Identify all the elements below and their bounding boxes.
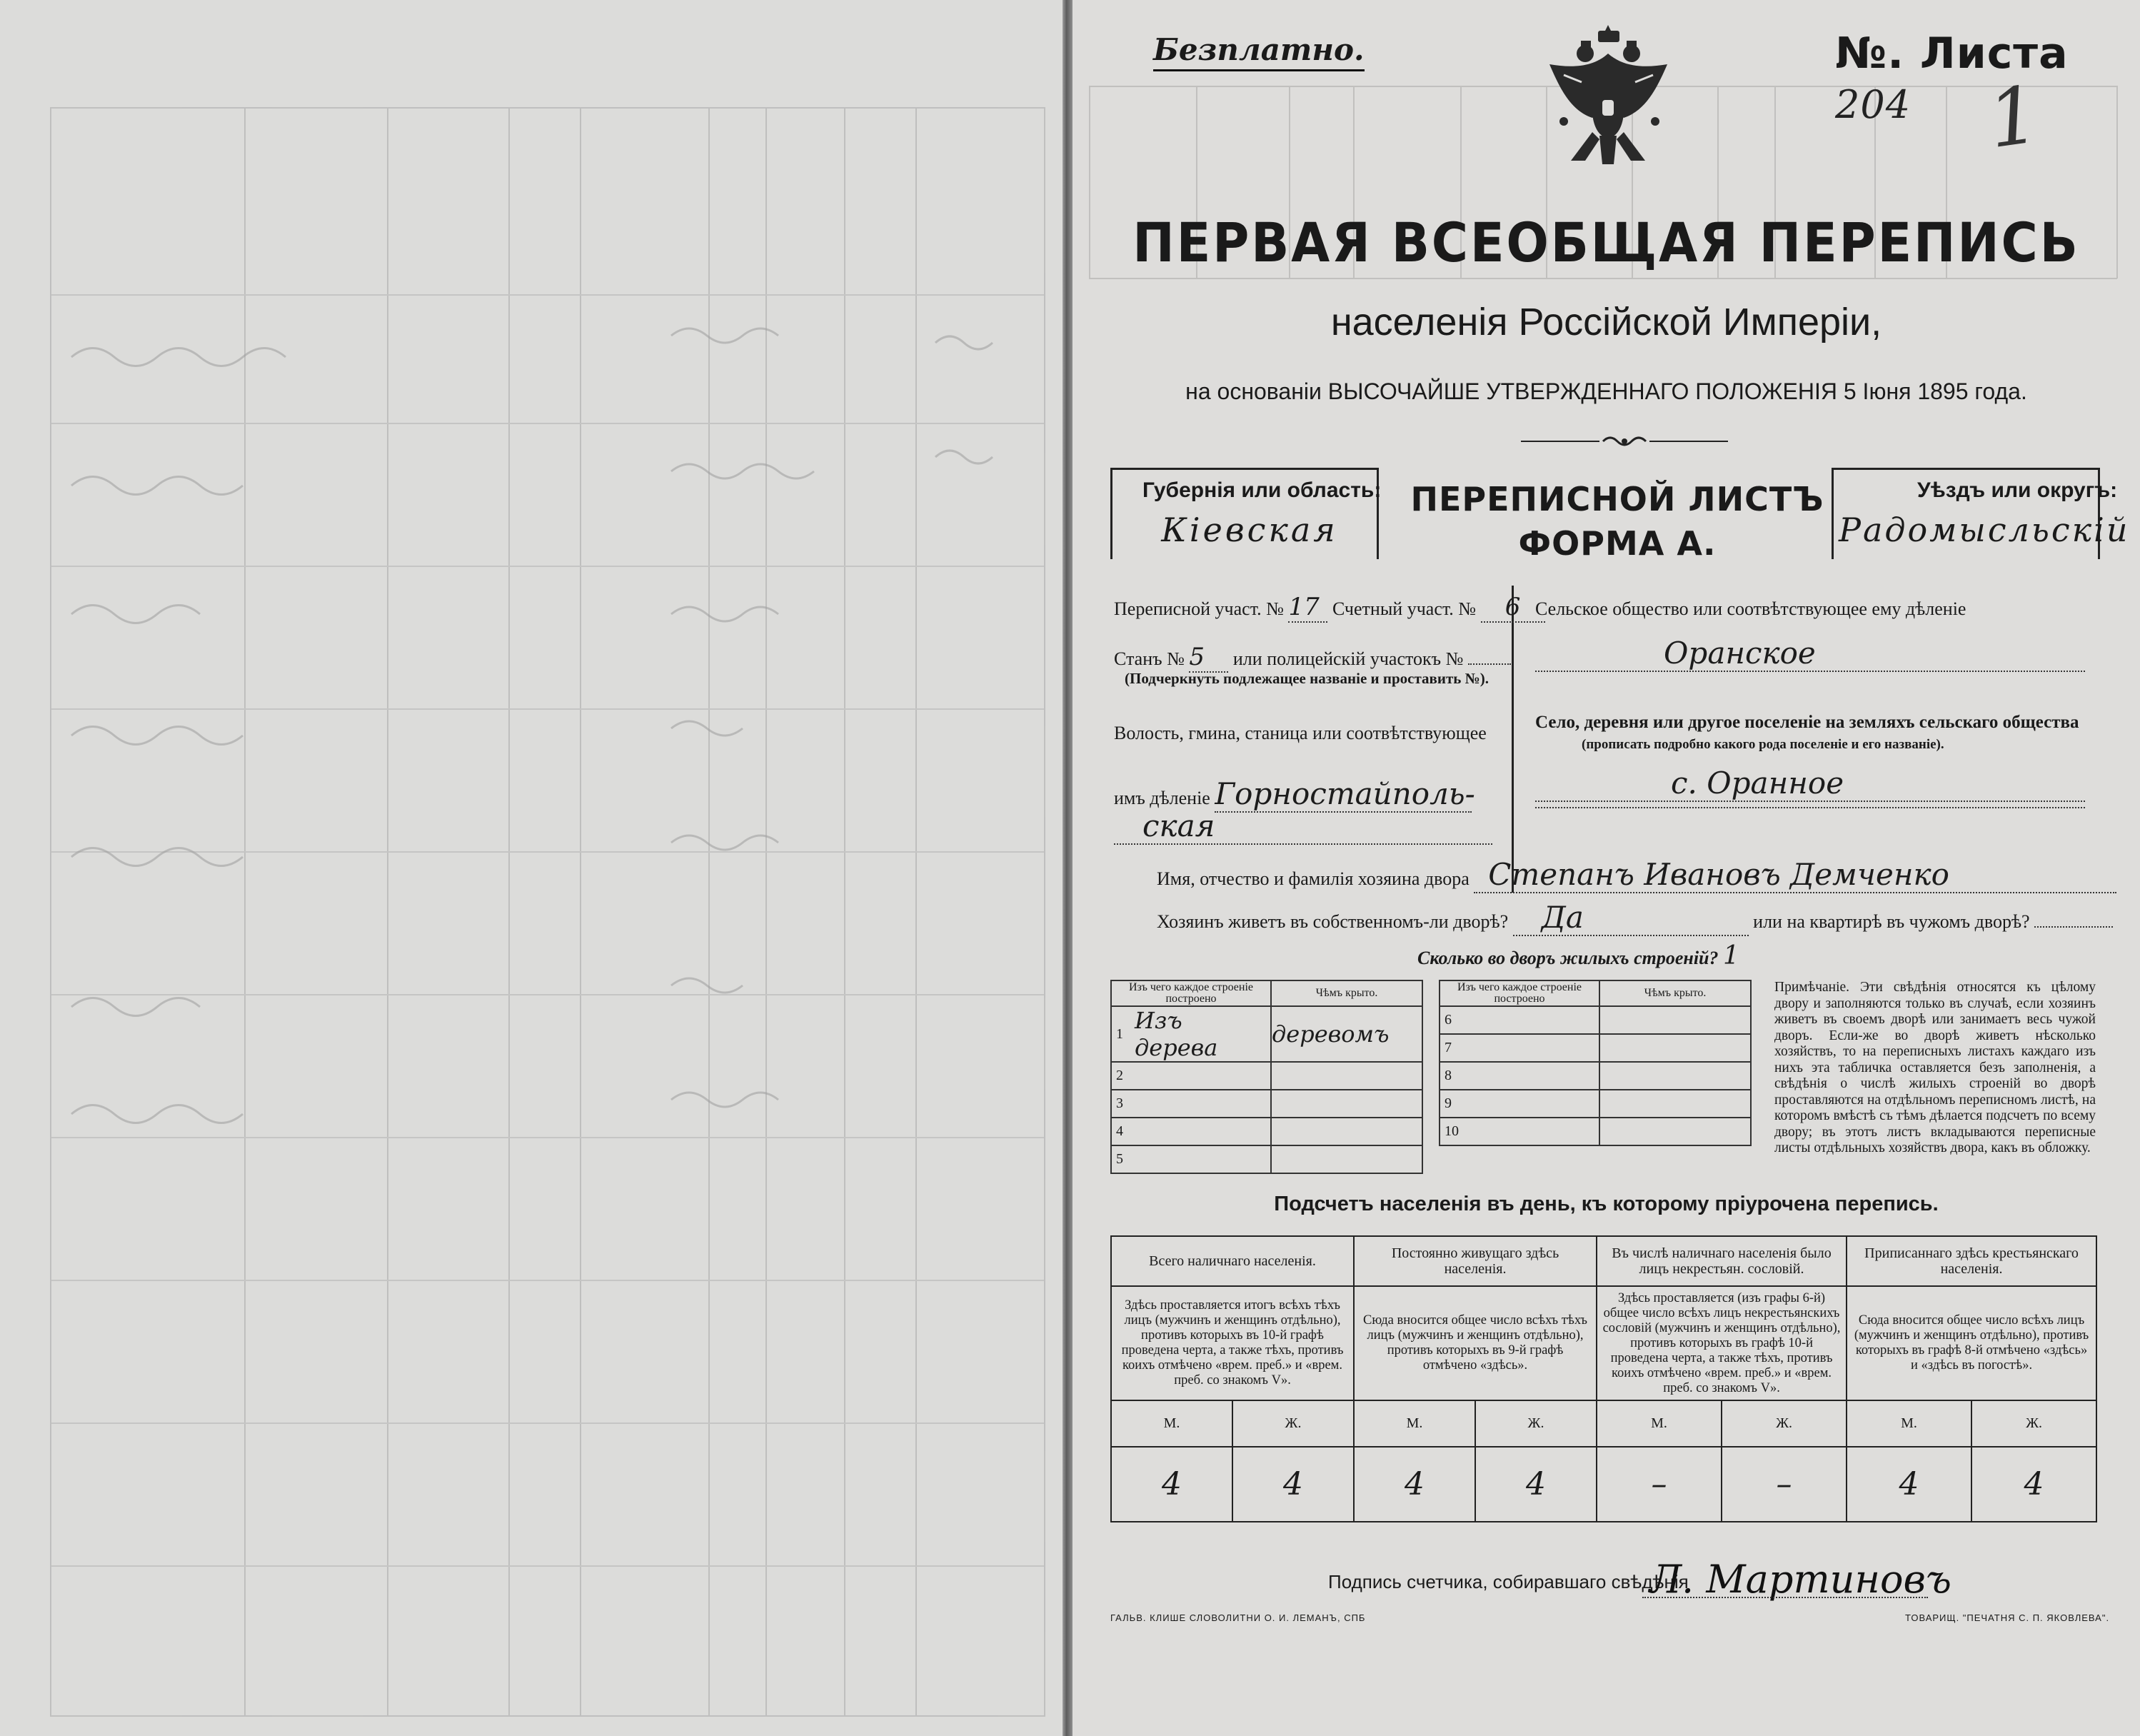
count-desc-registered: Сюда вносится общее число всѣхъ лицъ (мужчинъ и женщинъ отдѣльно), противъ которыхъ въ графѣ 8-й отмѣчено «здѣсь» и «здѣсь въ погостѣ». <box>1847 1286 2096 1400</box>
male-label: М. <box>1111 1400 1232 1447</box>
male-label: М. <box>1597 1400 1722 1447</box>
female-label: Ж. <box>1232 1400 1354 1447</box>
own-yard-row <box>1157 900 2113 936</box>
table-row <box>1440 1090 1751 1118</box>
counting-district-label: Счетный участ. № <box>1332 598 1477 619</box>
signature-label: Подпись счетчика, собиравшаго свѣдѣнія <box>1328 1571 1689 1592</box>
row-number: 3 <box>1111 1090 1135 1118</box>
col-material-header: Изъ чего каждое строеніе построено <box>1111 980 1271 1006</box>
buildings-table-left <box>1110 980 1423 1174</box>
count-header-non-peasant: Въ числѣ наличнаго населенія было лицъ некрестьян. сословій. <box>1597 1236 1847 1286</box>
female-label: Ж. <box>1971 1400 2096 1447</box>
imperial-eagle-emblem <box>1542 25 1674 179</box>
count-header-permanent: Постоянно живущаго здѣсь населенія. <box>1354 1236 1597 1286</box>
printer-imprint-left: ГАЛЬВ. КЛИШЕ СЛОВОЛИТНИ О. И. ЛЕМАНЪ, СПБ <box>1110 1612 1366 1623</box>
counting-district-value: 6 <box>1481 593 1545 623</box>
village-label: Село, деревня или другое поселеніе на земляхъ сельскаго общества <box>1535 713 2079 732</box>
form-title-line-1: ПЕРЕПИСНОЙ ЛИСТЪ <box>1410 480 1824 518</box>
building-roof <box>1271 1090 1422 1118</box>
society-value: Оранское <box>1535 636 2085 672</box>
building-material <box>1463 1118 1599 1145</box>
building-material <box>1135 1118 1271 1145</box>
row-number: 5 <box>1111 1145 1135 1173</box>
table-row <box>1111 1145 1422 1173</box>
signature-value: Л. Мартиновъ <box>1649 1557 1951 1602</box>
document-title: ПЕРВАЯ ВСЕОБЩАЯ ПЕРЕПИСЬ <box>1132 211 2080 274</box>
volost-value-2: ская <box>1114 808 1492 845</box>
count-title: Подсчетъ населенія въ день, къ которому пріурочена перепись. <box>1274 1193 1939 1215</box>
volost-row-2 <box>1114 808 1492 845</box>
building-material <box>1135 1090 1271 1118</box>
row-number: 7 <box>1440 1034 1463 1062</box>
buildings-value: 1 <box>1723 941 1739 970</box>
table-row <box>1440 1006 1751 1034</box>
permanent-female: 4 <box>1475 1447 1597 1522</box>
building-material <box>1135 1062 1271 1090</box>
row-number: 8 <box>1440 1062 1463 1090</box>
sheet-number-label: №. Листа <box>1835 29 2069 79</box>
free-label: Безплатно. <box>1153 32 1365 67</box>
building-roof <box>1271 1145 1422 1173</box>
village-value: с. Оранное <box>1535 766 2085 802</box>
owner-row <box>1157 857 2116 893</box>
table-row <box>1440 1034 1751 1062</box>
table-row <box>1111 1118 1422 1145</box>
form-title <box>1375 477 1860 566</box>
table-row <box>1111 1062 1422 1090</box>
table-row <box>1440 1062 1751 1090</box>
owner-label: Имя, отчество и фамилія хозяина двора <box>1157 868 1470 889</box>
total-female: 4 <box>1232 1447 1354 1522</box>
census-district-value: 17 <box>1288 593 1327 623</box>
grid-line <box>51 1565 1044 1567</box>
female-label: Ж. <box>1722 1400 1847 1447</box>
margin-mark: 1 <box>1982 68 2045 166</box>
row-number: 1 <box>1111 1006 1135 1062</box>
building-material <box>1135 1145 1271 1173</box>
stan-row <box>1114 643 1511 673</box>
table-row <box>1111 1006 1422 1062</box>
female-label: Ж. <box>1475 1400 1597 1447</box>
registered-female: 4 <box>1971 1447 2096 1522</box>
building-material <box>1463 1062 1599 1090</box>
census-district-label: Переписной участ. № <box>1114 598 1284 619</box>
own-yard-value: Да <box>1513 900 1749 936</box>
building-roof <box>1271 1118 1422 1145</box>
buildings-table-right <box>1439 980 1752 1146</box>
building-material <box>1463 1006 1599 1034</box>
total-male: 4 <box>1111 1447 1232 1522</box>
row-number: 6 <box>1440 1006 1463 1034</box>
table-row <box>1111 1090 1422 1118</box>
buildings-row <box>1417 941 1739 970</box>
village-row <box>1535 766 2085 802</box>
gubernia-label: Губернія или область: <box>1142 478 1382 502</box>
row-number: 10 <box>1440 1118 1463 1145</box>
building-material <box>1463 1090 1599 1118</box>
page-fold <box>1063 0 1072 1736</box>
society-row <box>1535 636 2085 672</box>
underline-note: (Подчеркнуть подлежащее названіе и проставить №). <box>1125 670 1489 687</box>
society-label: Сельское общество или соотвѣтствующее ему дѣленіе <box>1535 598 1966 619</box>
printer-imprint-right: ТОВАРИЩ. "ПЕЧАТНЯ С. П. ЯКОВЛЕВА". <box>1905 1612 2110 1623</box>
row-number: 4 <box>1111 1118 1135 1145</box>
document-subtitle: населенія Россійской Имперіи, <box>1330 301 1882 343</box>
non-peasant-male: – <box>1597 1447 1722 1522</box>
volost-value-1: Горностайполь- <box>1215 776 1475 811</box>
own-yard-label: Хозяинъ живетъ въ собственномъ-ли дворѣ? <box>1157 911 1509 932</box>
signature-line <box>1642 1597 1928 1598</box>
row-number: 2 <box>1111 1062 1135 1090</box>
count-header-total: Всего наличнаго населенія. <box>1111 1236 1354 1286</box>
permanent-male: 4 <box>1354 1447 1475 1522</box>
count-desc-non-peasant: Здѣсь проставляется (изъ графы 6-й) общее число всѣхъ лицъ некрестьянскихъ сословій (мужчинъ и женщинъ отдѣльно), противъ которыхъ въ графѣ 10-й проведена черта, а также тѣхъ, противъ коихъ отмѣчено «врем. преб.» и «врем. преб. со знакомъ V». <box>1597 1286 1847 1400</box>
left-page <box>0 0 1068 1736</box>
rent-value <box>2034 926 2113 928</box>
count-header-registered: Приписаннаго здѣсь крестьянскаго населенія. <box>1847 1236 2096 1286</box>
owner-value: Степанъ Ивановъ Демченко <box>1474 857 2116 893</box>
form-divider <box>1512 586 1514 893</box>
volost-row <box>1114 776 1475 813</box>
stan-label: Станъ № <box>1114 648 1185 669</box>
district-row <box>1114 593 1545 623</box>
building-roof <box>1599 1118 1751 1145</box>
building-roof <box>1599 1034 1751 1062</box>
table-row <box>1440 1118 1751 1145</box>
row-number: 9 <box>1440 1090 1463 1118</box>
male-label: М. <box>1354 1400 1475 1447</box>
village-note: (прописать подробно какого рода поселеніе и его названіе). <box>1582 737 1944 752</box>
ornament-divider <box>1521 433 1728 450</box>
police-label: или полицейскій участокъ № <box>1232 648 1464 669</box>
footnote: Примѣчаніе. Эти свѣдѣнія относятся къ цѣлому двору и заполняются только въ случаѣ, если хозяинъ живетъ въ своемъ дворѣ или занимаетъ весь чужой дворъ. Если-же во дворѣ живетъ нѣсколько хозяйствъ, то на переписныхъ листахъ каждаго изъ нихъ эта табличка оставляется безъ заполненія, а свѣдѣнія о числѣ жилыхъ строеній во дворѣ проставляются на отдѣльномъ переписномъ листѣ, на которомъ вмѣстѣ съ тѣмъ дѣлается подсчетъ по всему двору; въ этотъ листъ вкладываются переписные листы отдѣльныхъ хозяйствъ двора, какъ въ обложку. <box>1774 980 2096 1155</box>
rent-label: или на квартирѣ въ чужомъ дворѣ? <box>1753 911 2030 932</box>
col-roof-header: Чѣмъ крыто. <box>1599 980 1751 1006</box>
form-title-line-2: ФОРМА А. <box>1518 524 1717 563</box>
left-page-ghost-writing <box>43 214 1043 1285</box>
count-desc-total: Здѣсь проставляется итогъ всѣхъ тѣхъ лицъ (мужчинъ и женщинъ отдѣльно), противъ которыхъ въ 10-й графѣ проведена черта, а также тѣхъ, противъ коихъ отмѣчено «врем. преб.» и «врем. преб. со знакомъ V». <box>1111 1286 1354 1400</box>
village-blank-line <box>1535 807 2085 808</box>
col-roof-header: Чѣмъ крыто. <box>1271 980 1422 1006</box>
uezd-value: Радомысльскій <box>1839 511 2130 549</box>
uezd-label: Уѣздъ или округъ: <box>1917 478 2118 502</box>
police-value <box>1468 663 1511 665</box>
grid-line <box>51 1423 1044 1424</box>
col-material-header: Изъ чего каждое строеніе построено <box>1440 980 1599 1006</box>
building-roof <box>1271 1062 1422 1090</box>
legal-basis: на основаніи ВЫСОЧАЙШЕ УТВЕРЖДЕННАГО ПОЛОЖЕНІЯ 5 Іюня 1895 года. <box>1185 378 2027 404</box>
volost-label-2: имъ дѣленіе <box>1114 788 1210 808</box>
sheet-number-value: 204 <box>1835 82 1912 127</box>
count-desc-permanent: Сюда вносится общее число всѣхъ тѣхъ лицъ (мужчинъ и женщинъ отдѣльно), противъ которыхъ въ 9-й графѣ отмѣчено «здѣсь». <box>1354 1286 1597 1400</box>
registered-male: 4 <box>1847 1447 1971 1522</box>
building-roof <box>1599 1062 1751 1090</box>
stan-value: 5 <box>1189 643 1228 673</box>
building-roof <box>1599 1090 1751 1118</box>
volost-label-1: Волость, гмина, станица или соотвѣтствующее <box>1114 723 1487 743</box>
building-material: Изъ дерева <box>1135 1006 1271 1062</box>
gubernia-value: Кіевская <box>1161 511 1338 549</box>
population-count-table <box>1110 1235 2097 1522</box>
non-peasant-female: – <box>1722 1447 1847 1522</box>
buildings-label: Сколько во дворъ жилыхъ строеній? <box>1417 948 1719 968</box>
building-roof: деревомъ <box>1271 1006 1422 1062</box>
male-label: М. <box>1847 1400 1971 1447</box>
building-material <box>1463 1034 1599 1062</box>
building-roof <box>1599 1006 1751 1034</box>
